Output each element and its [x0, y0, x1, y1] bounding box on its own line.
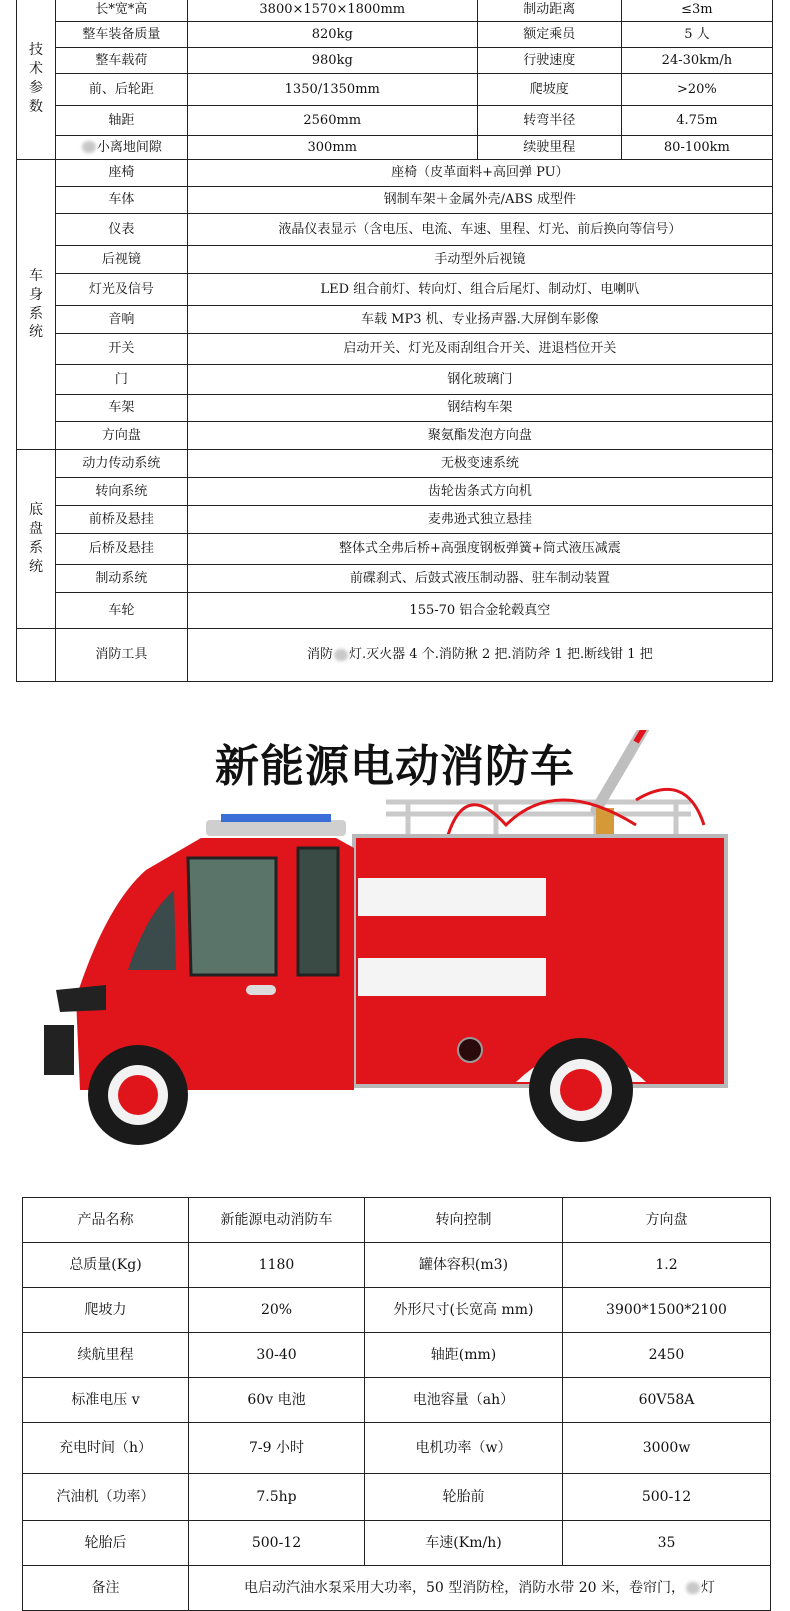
roof-rails [386, 802, 691, 838]
product-key: 电机功率（w） [365, 1423, 563, 1474]
spec-value-part: 消防 [307, 647, 334, 663]
spec-category-char: 统 [29, 558, 44, 575]
product-value: 方向盘 [563, 1198, 771, 1243]
spec-value: 钢结构车架 [187, 395, 772, 422]
spec-label: 车轮 [56, 593, 188, 629]
product-key: 产品名称 [23, 1198, 189, 1243]
spec-category-char: 系 [29, 540, 44, 556]
spec-value: 手动型外后视镜 [187, 246, 772, 274]
product-table [22, 1197, 771, 1611]
product-value: 30-40 [189, 1333, 365, 1378]
spec-row [17, 214, 773, 246]
page-title: 新能源电动消防车 [215, 741, 575, 792]
product-key: 轮胎后 [23, 1521, 189, 1566]
product-row [23, 1378, 771, 1423]
spec-category [17, 450, 56, 629]
product-key: 外形尺寸(长宽高 mm) [365, 1288, 563, 1333]
spec-value: 980kg [187, 48, 477, 74]
product-key: 标准电压 v [23, 1378, 189, 1423]
product-value: 2450 [563, 1333, 771, 1378]
product-row [23, 1243, 771, 1288]
product-value: 7.5hp [189, 1474, 365, 1521]
product-row [23, 1521, 771, 1566]
spec-category-char: 车 [29, 267, 44, 284]
spec-label: 前、后轮距 [56, 74, 188, 106]
spec-value: 钢化玻璃门 [187, 365, 772, 395]
spec-row [17, 565, 773, 593]
spec-category [17, 160, 56, 450]
product-key: 轴距(mm) [365, 1333, 563, 1378]
product-row [23, 1423, 771, 1474]
product-key: 总质量(Kg) [23, 1243, 189, 1288]
spec-label: 消防工具 [56, 629, 188, 682]
spec-value: 液晶仪表显示（含电压、电流、车速、里程、灯光、前后换向等信号） [187, 214, 772, 246]
spec-category-char: 参 [29, 80, 44, 96]
spec-value: 无极变速系统 [187, 450, 772, 478]
spec-category [17, 629, 56, 682]
spec-row [17, 74, 773, 106]
spec-value [187, 629, 772, 682]
product-row [23, 1333, 771, 1378]
spec-label-text: 小离地间隙 [96, 139, 162, 155]
product-value: 500-12 [189, 1521, 365, 1566]
spec-category-char: 数 [29, 98, 44, 115]
product-value: 60V58A [563, 1378, 771, 1423]
spec-label: 续驶里程 [477, 136, 621, 160]
spec-row [17, 48, 773, 74]
blurred-mark [686, 1582, 700, 1594]
spec-row [17, 306, 773, 334]
spec-value: 2560mm [187, 106, 477, 136]
spec-label: 灯光及信号 [56, 274, 188, 306]
product-key: 汽油机（功率） [23, 1474, 189, 1521]
spec-label: 座椅 [56, 160, 188, 187]
spec-value: >20% [621, 74, 772, 106]
spec-label: 前桥及悬挂 [56, 506, 188, 534]
product-value: 35 [563, 1521, 771, 1566]
spec-row [17, 629, 773, 682]
spec-label: 制动距离 [477, 0, 621, 22]
product-value: 7-9 小时 [189, 1423, 365, 1474]
spec-row [17, 422, 773, 450]
spec-label: 额定乘员 [477, 22, 621, 48]
spec-category-char: 身 [29, 286, 44, 303]
spec-row [17, 187, 773, 214]
spec-value: 前碟刹式、后鼓式液压制动器、驻车制动装置 [187, 565, 772, 593]
spec-row [17, 160, 773, 187]
spec-value: ≤3m [621, 0, 772, 22]
spec-label [56, 136, 188, 160]
spec-row [17, 136, 773, 160]
spec-label: 动力传动系统 [56, 450, 188, 478]
spec-value: 聚氨酯发泡方向盘 [187, 422, 772, 450]
fire-truck-image [36, 730, 756, 1190]
blurred-mark [334, 649, 348, 661]
water-cannon [596, 730, 648, 836]
remark-text: 电启动汽油水泵采用大功率，50 型消防栓，消防水带 20 米，卷帘门， [244, 1579, 685, 1596]
product-key: 电池容量（ah） [365, 1378, 563, 1423]
spec-label: 后桥及悬挂 [56, 534, 188, 565]
spec-value: 5 人 [621, 22, 772, 48]
spec-label: 转向系统 [56, 478, 188, 506]
spec-label: 方向盘 [56, 422, 188, 450]
spec-row [17, 106, 773, 136]
product-value: 20% [189, 1288, 365, 1333]
spec-row [17, 534, 773, 565]
product-value: 500-12 [563, 1474, 771, 1521]
spec-value-part: 灯.灭火器 4 个.消防揪 2 把.消防斧 1 把.断线钳 1 把 [349, 647, 653, 663]
spec-row [17, 22, 773, 48]
remark-row [23, 1566, 771, 1611]
spec-value: 300mm [187, 136, 477, 160]
spec-label: 音响 [56, 306, 188, 334]
spec-value: 3800×1570×1800mm [187, 0, 477, 22]
product-key: 轮胎前 [365, 1474, 563, 1521]
spec-label: 长*宽*高 [56, 0, 188, 22]
spec-value: 启动开关、灯光及雨刮组合开关、进退档位开关 [187, 334, 772, 365]
spec-value: 齿轮齿条式方向机 [187, 478, 772, 506]
spec-row [17, 395, 773, 422]
remark-value [189, 1566, 771, 1611]
spec-value: 钢制车架＋金属外壳/ABS 成型件 [187, 187, 772, 214]
spec-label: 制动系统 [56, 565, 188, 593]
spec-label: 仪表 [56, 214, 188, 246]
product-key: 爬坡力 [23, 1288, 189, 1333]
blurred-mark [82, 141, 96, 153]
product-key: 续航里程 [23, 1333, 189, 1378]
spec-label: 车架 [56, 395, 188, 422]
product-row [23, 1198, 771, 1243]
spec-category-char: 统 [29, 324, 44, 341]
spec-row [17, 0, 773, 22]
product-key: 转向控制 [365, 1198, 563, 1243]
spec-value: 1350/1350mm [187, 74, 477, 106]
spec-value: 80-100km [621, 136, 772, 160]
spec-row [17, 274, 773, 306]
spec-label: 后视镜 [56, 246, 188, 274]
spec-row [17, 506, 773, 534]
spec-row [17, 365, 773, 395]
spec-value: 车载 MP3 机、专业扬声器.大屏倒车影像 [187, 306, 772, 334]
product-value: 3900*1500*2100 [563, 1288, 771, 1333]
product-value: 3000w [563, 1423, 771, 1474]
spec-value: 麦弗逊式独立悬挂 [187, 506, 772, 534]
spec-value: LED 组合前灯、转向灯、组合后尾灯、制动灯、电喇叭 [187, 274, 772, 306]
spec-value: 24-30km/h [621, 48, 772, 74]
product-value: 1.2 [563, 1243, 771, 1288]
product-key: 车速(Km/h) [365, 1521, 563, 1566]
spec-label: 轴距 [56, 106, 188, 136]
spec-label: 开关 [56, 334, 188, 365]
spec-label: 行驶速度 [477, 48, 621, 74]
spec-label: 整车装备质量 [56, 22, 188, 48]
front-wheel [88, 1045, 188, 1145]
remark-text: 灯 [700, 1579, 715, 1596]
spec-category-char: 技 [29, 42, 44, 59]
spec-row [17, 334, 773, 365]
spec-value: 座椅（皮革面料+高回弹 PU） [187, 160, 772, 187]
rear-wheel [529, 1038, 633, 1142]
product-row [23, 1474, 771, 1521]
spec-value: 整体式全弗后桥+高强度钢板弹簧+筒式液压减震 [187, 534, 772, 565]
spec-label: 门 [56, 365, 188, 395]
spec-category-char: 盘 [29, 521, 44, 538]
spec-row [17, 478, 773, 506]
spec-label: 整车载荷 [56, 48, 188, 74]
spec-row [17, 593, 773, 629]
product-key: 充电时间（h） [23, 1423, 189, 1474]
remark-label: 备注 [23, 1566, 189, 1611]
spec-category [17, 0, 56, 160]
spec-label: 车体 [56, 187, 188, 214]
spec-table [16, 0, 773, 682]
product-row [23, 1288, 771, 1333]
spec-row [17, 246, 773, 274]
spec-category-char: 底 [29, 502, 44, 519]
spec-category-char: 系 [29, 305, 44, 322]
product-value: 新能源电动消防车 [189, 1198, 365, 1243]
spec-value: 4.75m [621, 106, 772, 136]
spec-value: 155-70 铝合金轮毂真空 [187, 593, 772, 629]
product-key: 罐体容积(m3) [365, 1243, 563, 1288]
spec-row [17, 450, 773, 478]
spec-label: 转弯半径 [477, 106, 621, 136]
product-value: 1180 [189, 1243, 365, 1288]
spec-label: 爬坡度 [477, 74, 621, 106]
spec-value: 820kg [187, 22, 477, 48]
product-value: 60v 电池 [189, 1378, 365, 1423]
spec-category-char: 术 [29, 61, 44, 78]
